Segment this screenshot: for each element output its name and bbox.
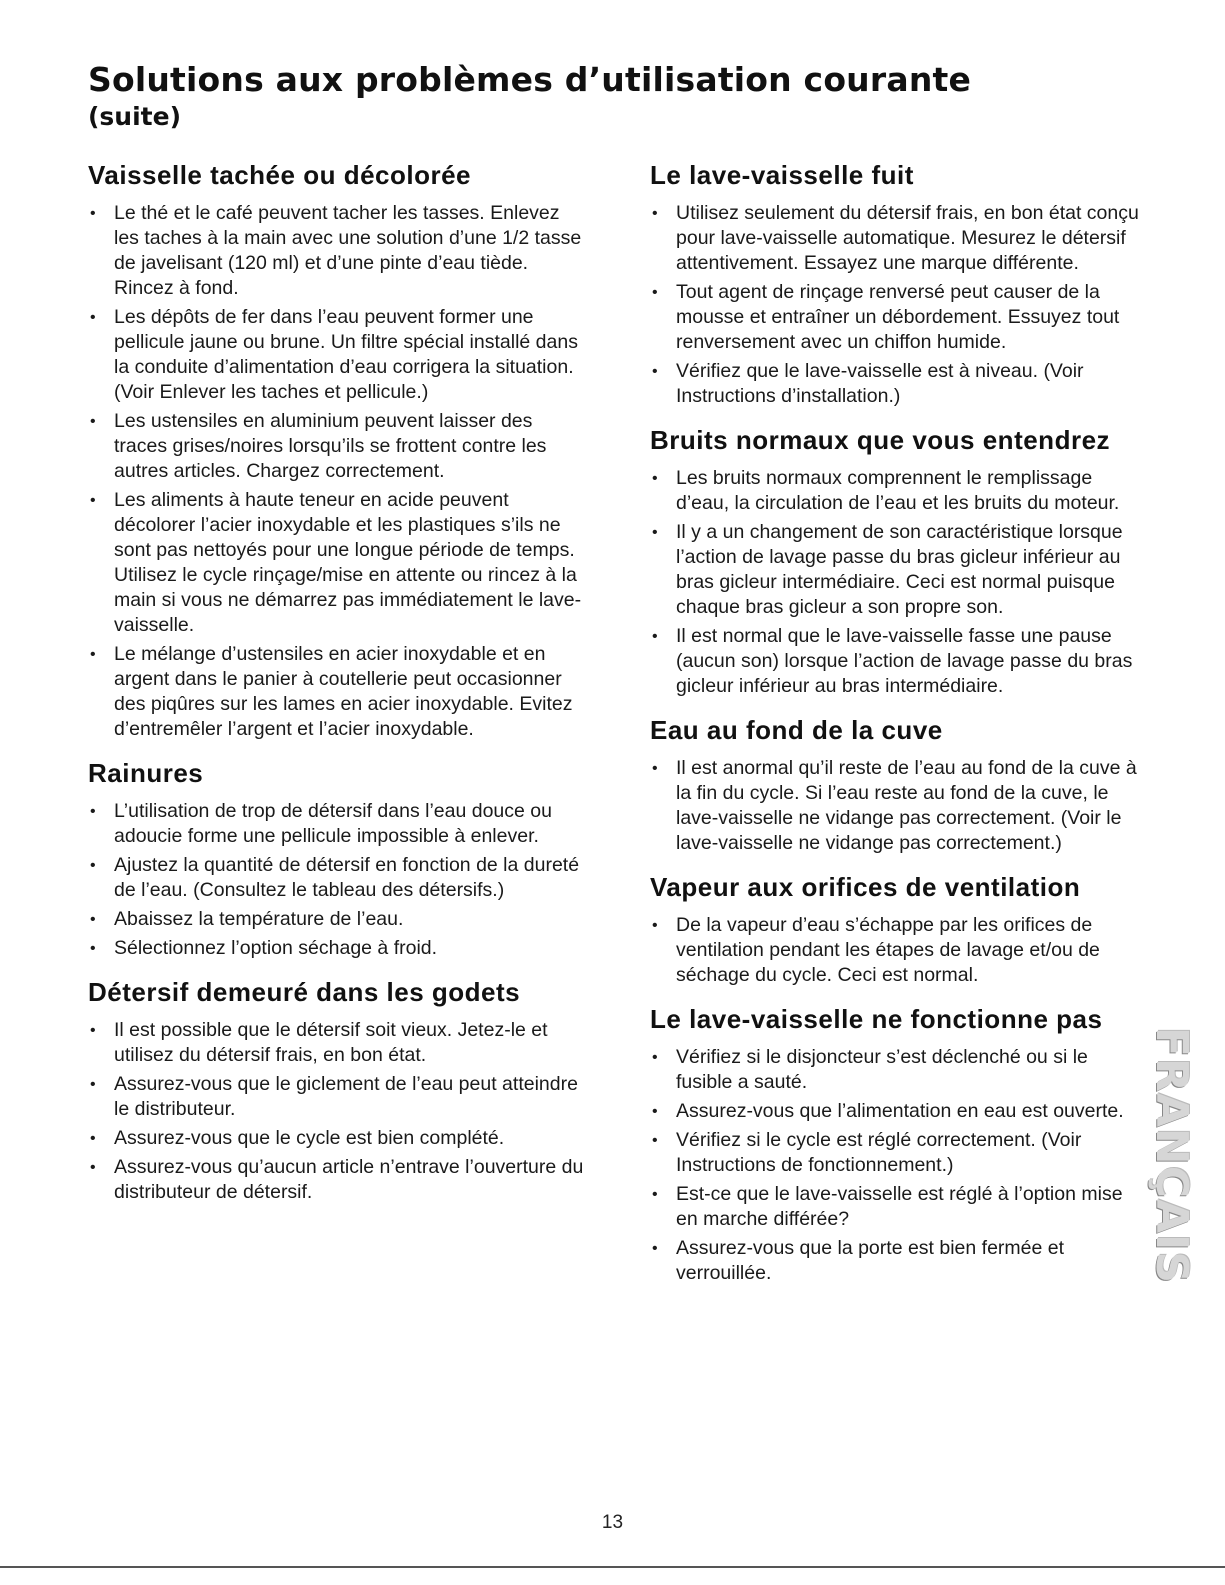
list-item-text: Assurez-vous que le giclement de l’eau peut atteindre le distributeur. [114, 1073, 578, 1120]
list-item [88, 907, 588, 932]
list-item-text: Il est normal que le lave-vaisselle fasse une pause (aucun son) lorsque l’action de lavage passe du bras gicleur inférieur au bras intermédiaire. [676, 625, 1133, 697]
bullet-list [650, 1045, 1145, 1286]
bullet-list [650, 756, 1145, 856]
bullet-icon: • [90, 911, 96, 928]
list-item [650, 1236, 1145, 1286]
bullet-icon: • [90, 205, 96, 222]
list-item [88, 1072, 588, 1122]
troubleshooting-section [88, 160, 588, 742]
list-item-text: Sélectionnez l’option séchage à froid. [114, 937, 438, 959]
list-item [88, 201, 588, 301]
list-item-text: Les bruits normaux comprennent le remplissage d’eau, la circulation de l’eau et les bruits du moteur. [676, 467, 1120, 514]
bullet-icon: • [652, 1049, 658, 1066]
list-item-text: Ajustez la quantité de détersif en fonction de la dureté de l’eau. (Consultez le tableau des détersifs.) [114, 854, 580, 901]
list-item-text: Les dépôts de fer dans l’eau peuvent former une pellicule jaune ou brune. Un filtre spécial installé dans la conduite d’alimentation d’eau corrigera la situation. (Voir Enlever les taches et pellicule.) [114, 306, 578, 403]
list-item-text: Est-ce que le lave-vaisselle est réglé à l’option mise en marche différée? [676, 1183, 1123, 1230]
bullet-icon: • [652, 1132, 658, 1149]
bullet-icon: • [90, 803, 96, 820]
bullet-icon: • [652, 1103, 658, 1120]
list-item [88, 305, 588, 405]
list-item [88, 642, 588, 742]
list-item [650, 1099, 1145, 1124]
list-item [650, 1128, 1145, 1178]
bullet-icon: • [652, 1186, 658, 1203]
bullet-list [88, 799, 588, 961]
list-item [650, 1045, 1145, 1095]
list-item-text: Assurez-vous que la porte est bien fermée et verrouillée. [676, 1237, 1065, 1284]
list-item-text: Les ustensiles en aluminium peuvent laisser des traces grises/noires lorsqu’ils se frottent contre les autres articles. Chargez correctement. [114, 410, 547, 482]
list-item [88, 488, 588, 638]
list-item [650, 359, 1145, 409]
troubleshooting-section [650, 872, 1145, 988]
bullet-list [650, 201, 1145, 409]
list-item [650, 280, 1145, 355]
bullet-icon: • [652, 284, 658, 301]
bullet-icon: • [90, 492, 96, 509]
list-item-text: Le mélange d’ustensiles en acier inoxydable et en argent dans le panier à coutellerie peut occasionner des piqûres sur les lames en acier inoxydable. Evitez d’entremêler l’argent et l’acier inoxydable. [114, 643, 573, 740]
bullet-icon: • [652, 917, 658, 934]
list-item [650, 1182, 1145, 1232]
troubleshooting-section [650, 1004, 1145, 1286]
bullet-icon: • [90, 1076, 96, 1093]
section-heading: Vapeur aux orifices de ventilation [650, 872, 1081, 902]
list-item [650, 466, 1145, 516]
section-heading: Le lave-vaisselle fuit [650, 160, 914, 190]
list-item [650, 756, 1145, 856]
bullet-icon: • [652, 205, 658, 222]
bullet-icon: • [90, 1130, 96, 1147]
list-item [88, 853, 588, 903]
list-item-text: Utilisez seulement du détersif frais, en bon état conçu pour lave-vaisselle automatique. Mesurez le détersif attentivement. Essayez une marque différente. [676, 202, 1139, 274]
troubleshooting-section [650, 425, 1145, 699]
list-item-text: Vérifiez si le disjoncteur s’est déclenché ou si le fusible a sauté. [676, 1046, 1088, 1093]
list-item-text: Vérifiez que le lave-vaisselle est à niveau. (Voir Instructions d’installation.) [676, 360, 1084, 407]
section-heading: Le lave-vaisselle ne fonctionne pas [650, 1004, 1103, 1034]
bottom-rule [0, 1566, 1225, 1568]
page-title: Solutions aux problèmes d’utilisation courante [88, 60, 972, 99]
troubleshooting-section [88, 758, 588, 961]
list-item [650, 913, 1145, 988]
page-number: 13 [601, 1512, 624, 1533]
bullet-icon: • [90, 413, 96, 430]
section-heading: Vaisselle tachée ou décolorée [88, 160, 472, 190]
list-item [88, 936, 588, 961]
list-item-text: Assurez-vous que l’alimentation en eau est ouverte. [676, 1100, 1124, 1122]
troubleshooting-section [650, 160, 1145, 409]
section-heading: Détersif demeuré dans les godets [88, 977, 521, 1007]
bullet-list [88, 1018, 588, 1205]
list-item-text: Vérifiez si le cycle est réglé correctement. (Voir Instructions de fonctionnement.) [676, 1129, 1082, 1176]
bullet-icon: • [652, 760, 658, 777]
section-heading: Rainures [88, 758, 204, 788]
list-item [88, 799, 588, 849]
section-heading: Eau au fond de la cuve [650, 715, 943, 745]
page-subtitle: (suite) [88, 102, 182, 131]
list-item [88, 1155, 588, 1205]
section-heading: Bruits normaux que vous entendrez [650, 425, 1111, 455]
list-item-text: Les aliments à haute teneur en acide peuvent décolorer l’acier inoxydable et les plastiques s’ils ne sont pas nettoyés pour une longue période de temps. Utilisez le cycle rinçage/mise en attente ou rincez à la main si vous ne démarrez pas immédiatement le lave-vaisselle. [114, 489, 582, 636]
list-item-text: Assurez-vous qu’aucun article n’entrave l’ouverture du distributeur de détersif. [114, 1156, 584, 1203]
bullet-icon: • [652, 628, 658, 645]
troubleshooting-section [88, 977, 588, 1205]
bullet-icon: • [90, 646, 96, 663]
list-item-text: Il est possible que le détersif soit vieux. Jetez-le et utilisez du détersif frais, en bon état. [114, 1019, 548, 1066]
language-side-tab [1146, 1026, 1198, 1284]
bullet-icon: • [90, 940, 96, 957]
bullet-list [650, 466, 1145, 699]
list-item [88, 409, 588, 484]
list-item-text: Le thé et le café peuvent tacher les tasses. Enlevez les taches à la main avec une solution d’une 1/2 tasse de javelisant (120 ml) et d’une pinte d’eau tiède. Rincez à fond. [114, 202, 582, 299]
list-item-text: Abaissez la température de l’eau. [114, 908, 404, 930]
bullet-icon: • [90, 1022, 96, 1039]
bullet-icon: • [652, 363, 658, 380]
list-item-text: Tout agent de rinçage renversé peut causer de la mousse et entraîner un débordement. Essuyez tout renversement avec un chiffon humide. [676, 281, 1120, 353]
bullet-icon: • [652, 1240, 658, 1257]
list-item-text: Il y a un changement de son caractéristique lorsque l’action de lavage passe du bras gicleur inférieur au bras gicleur intermédiaire. Ceci est normal puisque chaque bras gicleur a son propre son. [676, 521, 1123, 618]
list-item-text: Assurez-vous que le cycle est bien complété. [114, 1127, 505, 1149]
list-item-text: Il est anormal qu’il reste de l’eau au fond de la cuve à la fin du cycle. Si l’eau reste au fond de la cuve, le lave-vaisselle ne vidange pas correctement. (Voir le lave-vaisselle ne vidange pas correctement.) [676, 757, 1137, 854]
bullet-icon: • [90, 1159, 96, 1176]
troubleshooting-section [650, 715, 1145, 856]
bullet-icon: • [652, 524, 658, 541]
list-item [650, 624, 1145, 699]
list-item-text: L’utilisation de trop de détersif dans l’eau douce ou adoucie forme une pellicule impossible à enlever. [114, 800, 552, 847]
bullet-icon: • [90, 857, 96, 874]
bullet-list [88, 201, 588, 742]
list-item-text: De la vapeur d’eau s’échappe par les orifices de ventilation pendant les étapes de lavage et/ou de séchage du cycle. Ceci est normal. [676, 914, 1100, 986]
bullet-icon: • [90, 309, 96, 326]
bullet-icon: • [652, 470, 658, 487]
list-item [88, 1126, 588, 1151]
list-item [650, 201, 1145, 276]
list-item [88, 1018, 588, 1068]
language-side-tab-label: FRANÇAIS [1146, 1026, 1198, 1284]
bullet-list [650, 913, 1145, 988]
right-column [650, 160, 1145, 1302]
list-item [650, 520, 1145, 620]
left-column [88, 160, 588, 1221]
